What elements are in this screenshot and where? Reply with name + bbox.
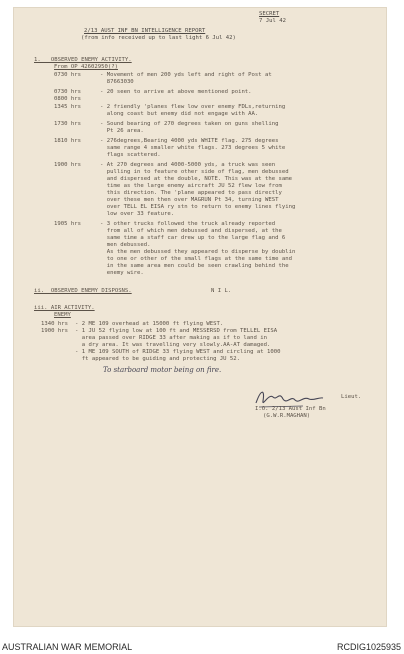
handwritten-note: To starboard motor being on fire. (103, 366, 222, 374)
entry-line: - Movement of men 200 yds left and right of Post at (100, 72, 272, 78)
entry-line: time as the large enemy aircraft JU 52 flew low from (100, 183, 282, 189)
entry-line: same range 4 smaller white flags. 273 degrees 5 white (100, 145, 286, 151)
section-1-heading: 1. OBSERVED ENEMY ACTIVITY. (34, 57, 132, 63)
entry-line: 87663030 (100, 79, 134, 85)
entry-line: Pt 26 area. (100, 128, 144, 134)
entry-line: same time a staff car drew up to the large flag and 6 (100, 235, 286, 241)
section-2-value: N I L. (211, 288, 232, 294)
entry-time: 1810 hrs (54, 138, 81, 144)
entry-time: 1345 hrs (54, 104, 81, 110)
entry-line: area passed over RIDGE 33 after making as if to land in (75, 335, 267, 341)
entry-line: - 3 other trucks followed the truck already reported (100, 221, 276, 227)
entry-line: along coast but enemy did not engage with AA. (100, 111, 259, 117)
entry-time: 1730 hrs (54, 121, 81, 127)
entry-line: flags scattered. (100, 152, 161, 158)
report-subtitle: (from info received up to last light 6 Jul 42) (81, 35, 236, 41)
entry-time: 0730 hrs (54, 72, 81, 78)
entry-line: to one or other of the small flags at the same time and (100, 256, 292, 262)
section-2-heading: ii. OBSERVED ENEMY DISPOSNS. (34, 288, 132, 294)
section-3-subheading: ENEMY (54, 312, 71, 318)
entry-line: - 1 JU 52 flying low at 100 ft and MESSERSD from TELLEL EISA (75, 328, 278, 334)
entry-line: As the men debussed they appeared to disperse by doublin (100, 249, 296, 255)
entry-time: 1900 hrs (41, 328, 68, 334)
entry-line: - 2 ME 109 overhead at 15000 ft flying WEST. (75, 321, 224, 327)
entry-line: and dispersed at the double, NOTE. This was at the same (100, 176, 292, 182)
entry-time: 1340 hrs (41, 321, 68, 327)
footer-id: RCDIG1025935 (336, 642, 401, 652)
report-date: 7 Jul 42 (259, 18, 286, 24)
entry-line: pulling in to feature other side of flag, men debussed (100, 169, 289, 175)
footer-bar (0, 638, 404, 654)
entry-line: men debussed. (100, 242, 151, 248)
entry-time: 1905 hrs (54, 221, 81, 227)
entry-line: - 2 friendly 'planes flew low over enemy FDLs,returning (100, 104, 286, 110)
entry-line: this direction. The 'plane appeared to pass directly (100, 190, 282, 196)
entry-time: 0730 hrs (54, 89, 81, 95)
signature-rank: Lieut. (341, 394, 362, 400)
entry-line: over TELL EL EISA ry stn to return to enemy lines flying (100, 204, 296, 210)
entry-line: enemy wire. (100, 270, 144, 276)
entry-line: - 1 ME 109 SOUTH of RIDGE 33 flying WEST and circling at 1000 (75, 349, 281, 355)
signature-name: (G.W.R.MAGHAN) (263, 413, 311, 419)
entry-line: - 276degrees,Bearing 4000 yds WHITE flag. 275 degrees (100, 138, 279, 144)
entry-line: - 20 seen to arrive at above mentioned point. (100, 89, 252, 95)
secret-mark: SECRET (259, 11, 280, 17)
section-1-subheading: From OP 42602950(?) (54, 64, 118, 70)
section-3-heading: iii. AIR ACTIVITY. (34, 305, 95, 311)
entry-line: in the same area men could be seen crawling behind the (100, 263, 289, 269)
document-sheet (13, 7, 387, 627)
entry-line: - Sound bearing of 270 degrees taken on guns shelling (100, 121, 279, 127)
entry-line: ft appeared to be guiding and protecting JU 52. (75, 356, 241, 362)
report-title: 2/13 AUST INF BN INTELLIGENCE REPORT (84, 28, 206, 34)
footer-source: AUSTRALIAN WAR MEMORIAL (2, 642, 133, 652)
signature-appointment: I.O. 2/13 Aust Inf Bn (255, 406, 326, 412)
entry-time: 0800 hrs (54, 96, 81, 102)
entry-time: 1900 hrs (54, 162, 81, 168)
entry-line: over these men then over MAGRUN Pt 34, turning WEST (100, 197, 279, 203)
entry-line: a dry area. It was travelling very slowly.AA-AT damaged. (75, 342, 271, 348)
entry-line: - At 270 degrees and 4000-5000 yds, a truck was seen (100, 162, 276, 168)
entry-line: low over 33 feature. (100, 211, 175, 217)
entry-line: from all of which men debussed and dispersed, at the (100, 228, 282, 234)
